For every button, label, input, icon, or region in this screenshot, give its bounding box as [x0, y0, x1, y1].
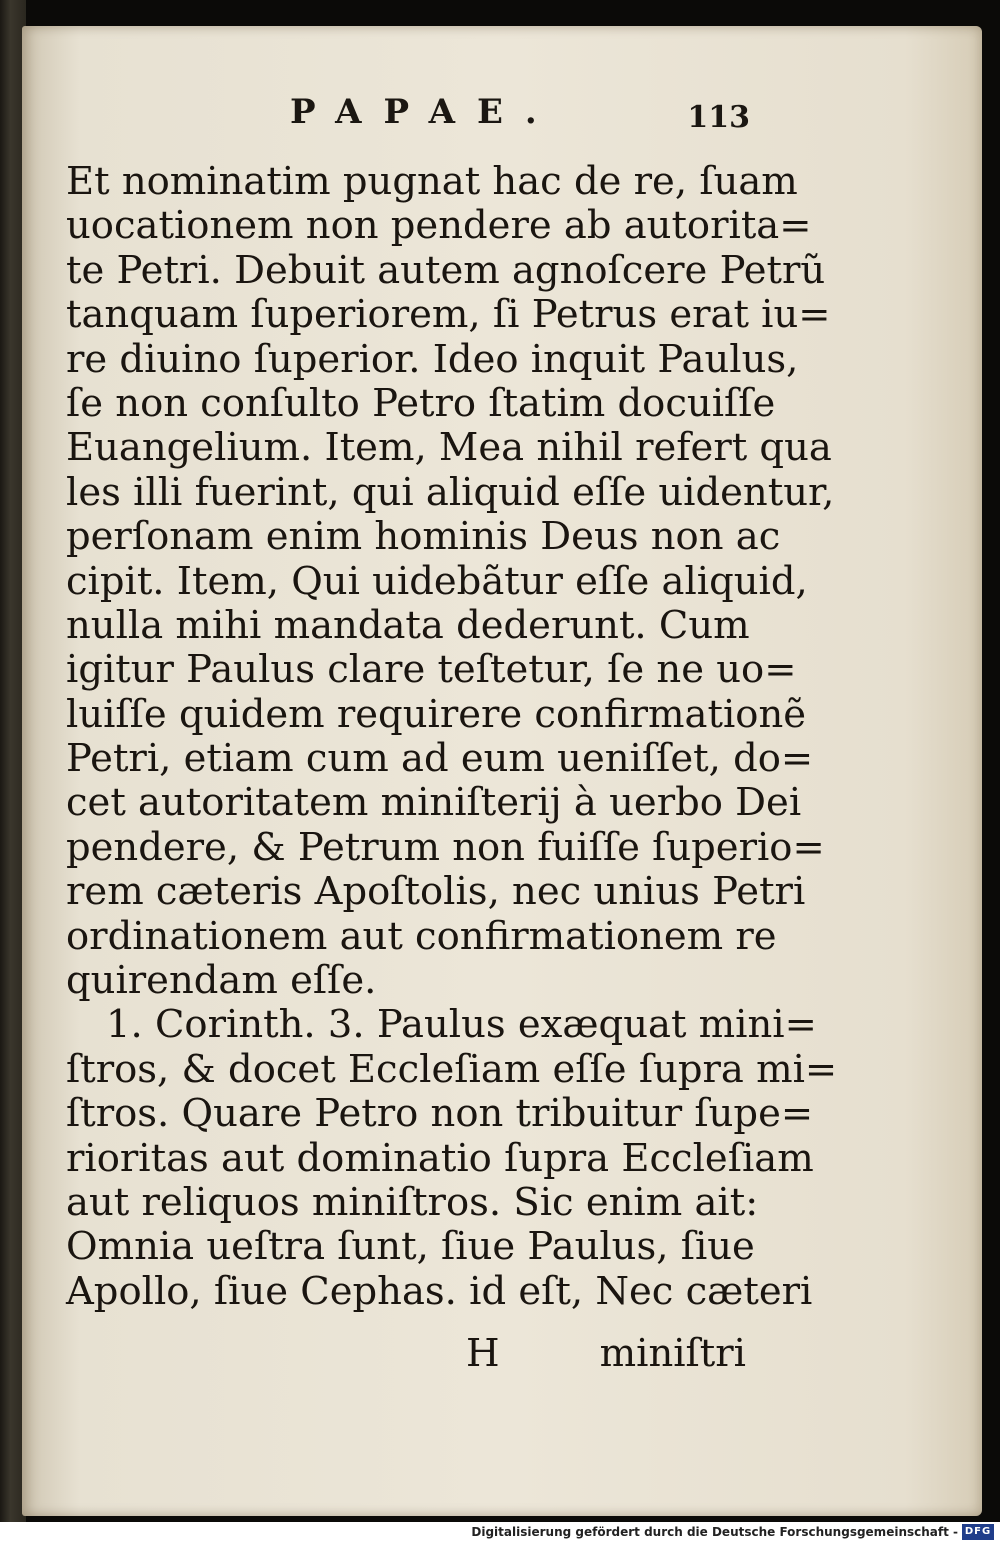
text-line: perſonam enim hominis Deus non ac [66, 514, 781, 560]
dfg-logo-icon: DFG [962, 1524, 994, 1540]
text-line: cipit. Item, Qui uidebãtur eſſe aliquid, [66, 558, 808, 604]
text-line: ſtros, & docet Eccleſiam eſſe ſupra mi= [66, 1046, 838, 1092]
text-line: 1. Corinth. 3. Paulus exæquat mini= [106, 1002, 817, 1048]
text-line: Apollo, ſiue Cephas. id eſt, Nec cæteri [66, 1268, 813, 1314]
text-line: Euangelium. Item, Mea nihil refert qua [66, 425, 832, 471]
text-line: te Petri. Debuit autem agnoſcere Petrũ [66, 247, 826, 293]
text-line: re diuino ſuperior. Ideo inquit Paulus, [66, 336, 799, 382]
body-text [66, 159, 838, 1314]
text-line: luiſſe quidem requirere confirmationẽ [66, 691, 807, 737]
text-line: nulla mihi mandata dederunt. Cum [66, 602, 750, 648]
text-line: tanquam ſuperiorem, ſi Petrus erat iu= [66, 292, 831, 338]
text-line: Et nominatim pugnat hac de re, ſuam [66, 159, 798, 204]
catchword: miniſtri [599, 1331, 746, 1376]
running-title: PAPAE. [290, 92, 559, 132]
text-line: Omnia ueſtra ſunt, ſiue Paulus, ſiue [66, 1224, 755, 1270]
text-line: les illi fuerint, qui aliquid eſſe uidentur, [66, 469, 835, 515]
text-line: uocationem non pendere ab autorita= [66, 203, 812, 249]
text-line: cet autoritatem miniſterij à uerbo Dei [66, 780, 802, 826]
text-line: rem cæteris Apoſtolis, nec unius Petri [66, 869, 806, 915]
signature-mark: H [466, 1331, 500, 1376]
footer-credit: Digitalisierung gefördert durch die Deutsche Forschungsgemeinschaft - [471, 1525, 958, 1539]
text-line: Petri, etiam cum ad eum ueniſſet, do= [66, 736, 814, 782]
catch-line [66, 1332, 746, 1376]
page-number: 113 [687, 100, 750, 135]
text-line: aut reliquos miniſtros. Sic enim ait: [66, 1179, 759, 1225]
text-line: ſe non conſulto Petro ſtatim docuiſſe [66, 380, 776, 426]
footer-bar [0, 1522, 1000, 1543]
text-line: ordinationem aut confirmationem re [66, 913, 777, 959]
text-line: igitur Paulus clare teſtetur, ſe ne uo= [66, 647, 797, 693]
running-head [70, 92, 750, 142]
text-line: ſtros. Quare Petro non tribuitur ſupe= [66, 1091, 814, 1137]
text-line: rioritas aut dominatio ſupra Eccleſiam [66, 1135, 814, 1181]
text-line: pendere, & Petrum non fuiſſe ſuperio= [66, 824, 825, 870]
text-line: quirendam eſſe. [66, 958, 377, 1004]
